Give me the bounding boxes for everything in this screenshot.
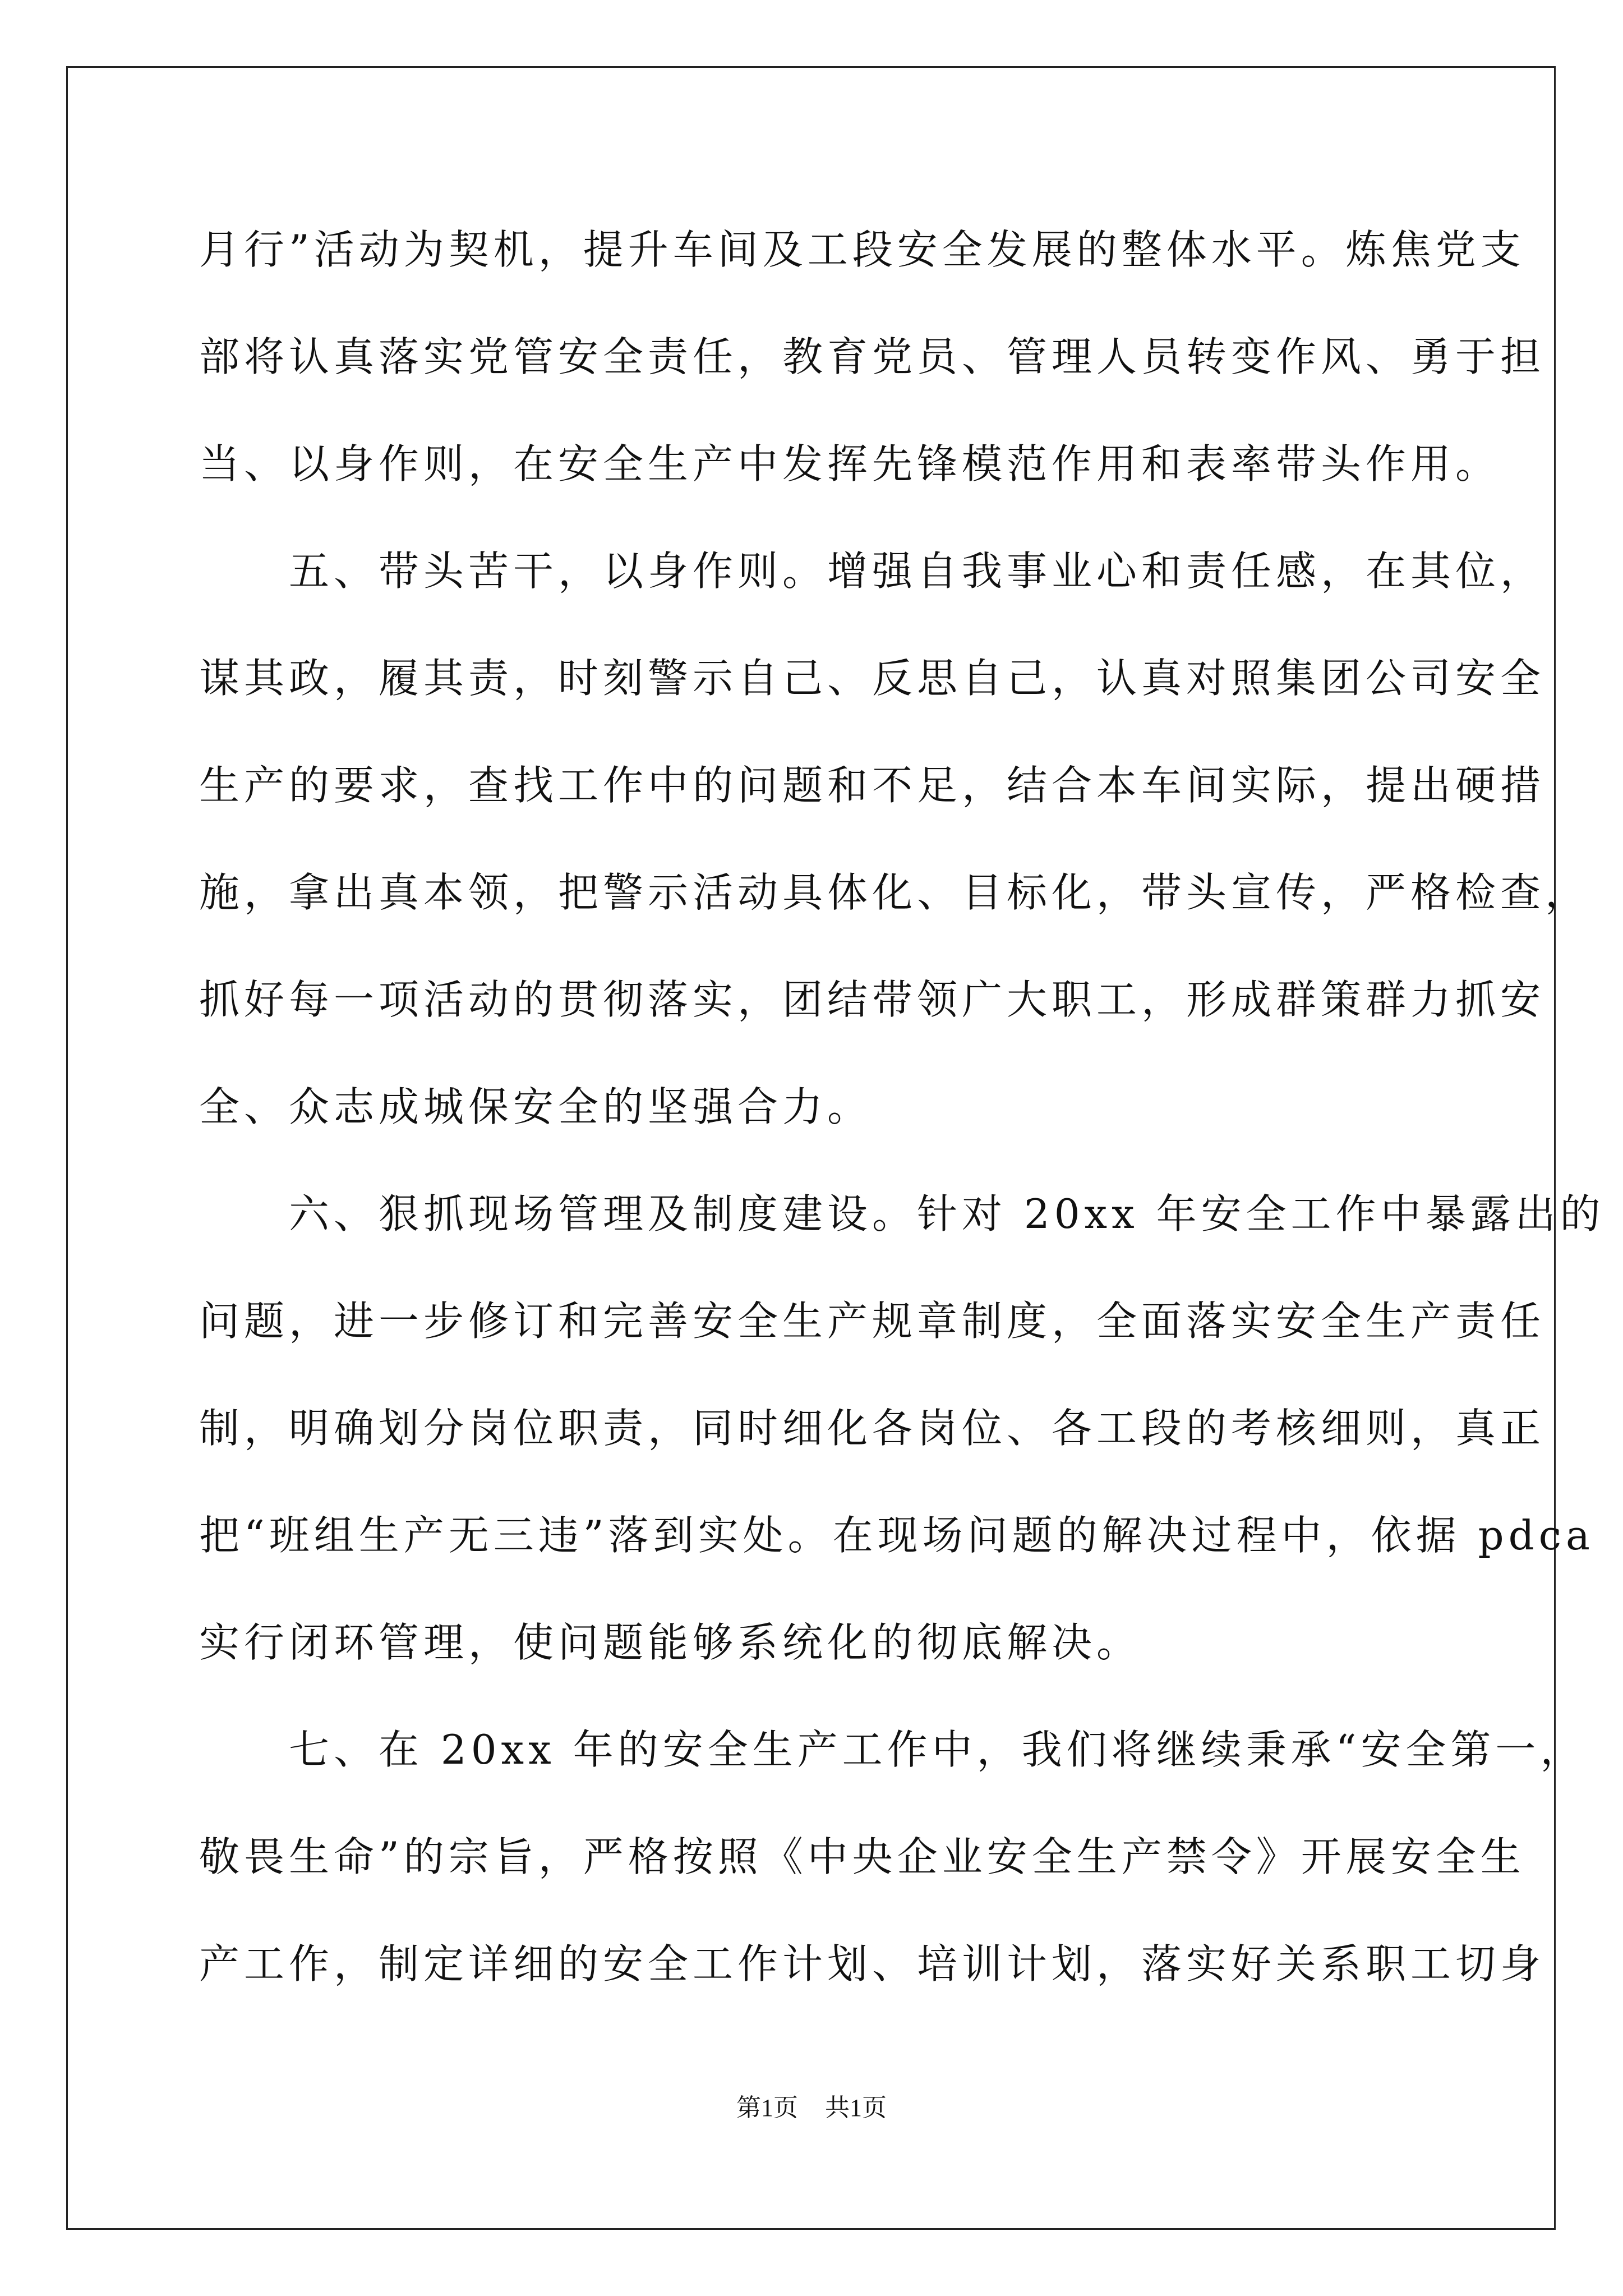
text-line: 全、众志成城保安全的坚强合力。: [199, 1083, 873, 1130]
text-line: 把“班组生产无三违”落到实处。在现场问题的解决过程中，依据 pdca: [199, 1512, 1594, 1559]
page-number: 第1页: [736, 2094, 798, 2122]
text-line: 实行闭环管理，使问题能够系统化的彻底解决。: [199, 1619, 1142, 1666]
text-line: 产工作，制定详细的安全工作计划、培训计划，落实好关系职工切身: [199, 1940, 1546, 1987]
text-line: 抓好每一项活动的贯彻落实，团结带领广大职工，形成群策群力抓安: [199, 976, 1546, 1023]
text-line: 敬畏生命”的宗旨，严格按照《中央企业安全生产禁令》开展安全生: [199, 1833, 1525, 1880]
text-line: 施，拿出真本领，把警示活动具体化、目标化，带头宣传，严格检查，: [199, 869, 1590, 916]
text-line: 部将认真落实党管安全责任，教育党员、管理人员转变作风、勇于担: [199, 333, 1546, 380]
text-line: 生产的要求，查找工作中的问题和不足，结合本车间实际，提出硬措: [199, 762, 1546, 809]
text-line: 制，明确划分岗位职责，同时细化各岗位、各工段的考核细则，真正: [199, 1405, 1546, 1452]
text-line: 六、狠抓现场管理及制度建设。针对 20xx 年安全工作中暴露出的: [199, 1190, 1605, 1237]
page-footer: [0, 2091, 1623, 2125]
text-line: 当、以身作则，在安全生产中发挥先锋模范作用和表率带头作用。: [199, 440, 1501, 487]
text-line: 月行”活动为契机，提升车间及工段安全发展的整体水平。炼焦党支: [199, 226, 1525, 273]
document-body: [199, 196, 1605, 2018]
text-line: 五、带头苦干，以身作则。增强自我事业心和责任感，在其位，: [199, 547, 1546, 595]
text-line: 七、在 20xx 年的安全生产工作中，我们将继续秉承“安全第一，: [199, 1726, 1585, 1773]
text-line: 问题，进一步修订和完善安全生产规章制度，全面落实安全生产责任: [199, 1297, 1546, 1345]
page-total: 共1页: [825, 2094, 887, 2122]
text-line: 谋其政，履其责，时刻警示自己、反思自己，认真对照集团公司安全: [199, 655, 1546, 702]
